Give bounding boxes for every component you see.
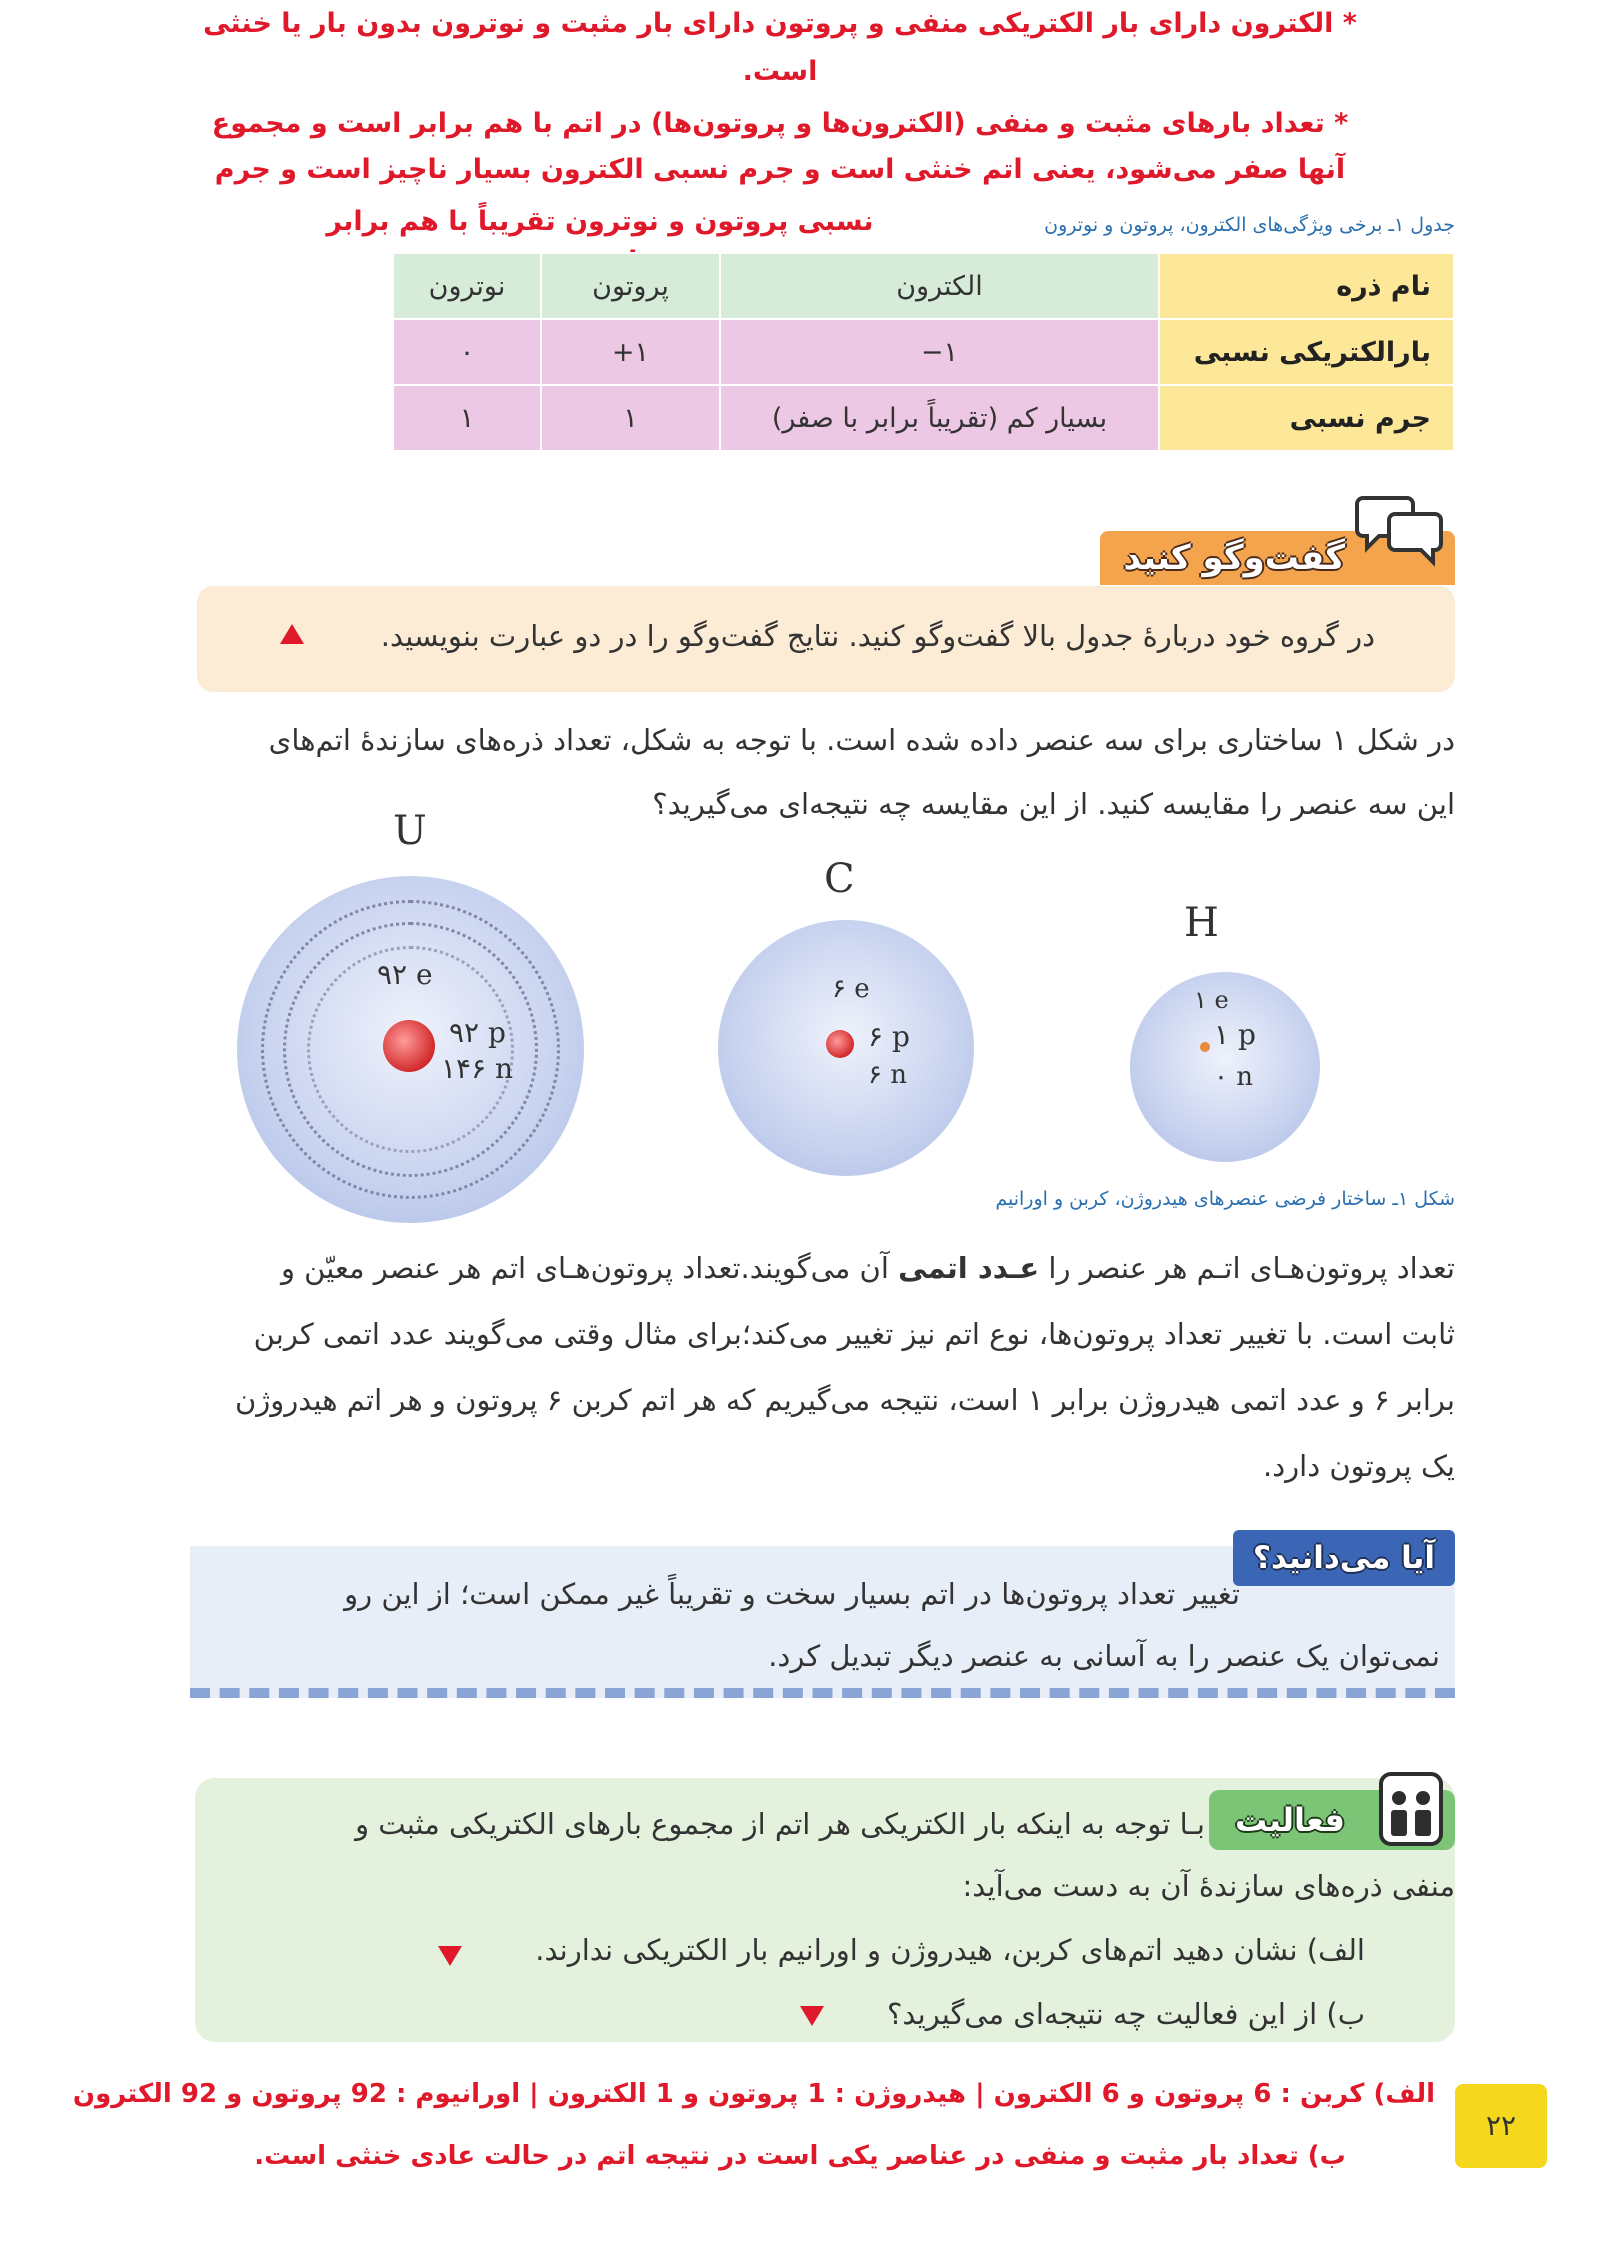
note-line-1: * الکترون دارای بار الکتریکی منفی و پروتون دارای بار مثبت و نوترون بدون بار یا خنثی — [203, 8, 1357, 39]
carbon-symbol: C — [824, 856, 855, 902]
answer-marker-icon[interactable] — [438, 1946, 462, 1966]
table-cell: بسیار کم (تقریباً برابر با صفر) — [720, 385, 1159, 451]
atomic-number-text: آن می‌گویند.تعداد پروتون‌هـای اتم هر عنصر معیّن و — [280, 1251, 899, 1285]
table-header-cell: پروتون — [541, 253, 720, 319]
uranium-neutron-count: ۱۴۶ n — [441, 1052, 514, 1085]
speech-bubbles-icon — [1355, 490, 1445, 570]
atomic-number-line-3: برابر ۶ و عدد اتمی هیدروژن برابر ۱ است، نتیجه می‌گیریم که هر اتم کربن ۶ پروتون و هر اتم هیدروژن — [234, 1383, 1455, 1417]
note-line-3: * تعداد بارهای مثبت و منفی (الکترون‌ها و پروتون‌ها) در اتم با هم برابر است و مجموع — [211, 108, 1349, 139]
intro-line-1: در شکل ۱ ساختاری برای سه عنصر داده شده است. با توجه به شکل، تعداد ذره‌های سازندهٔ اتم‌های — [268, 723, 1455, 757]
table-cell: ۱ — [541, 385, 720, 451]
table-caption: جدول ۱ـ برخی ویژگی‌های الکترون، پروتون و نوترون — [1044, 214, 1455, 236]
particle-properties-table — [392, 252, 1455, 452]
atomic-number-line-1 — [185, 1240, 1455, 1296]
note-line-2: است. — [742, 56, 818, 87]
hydrogen-neutron-count: ۰ n — [1214, 1062, 1253, 1092]
answer-b: ب) تعداد بار مثبت و منفی در عناصر یکی است در نتیجه اتم در حالت عادی خنثی است. — [254, 2141, 1346, 2171]
answer-marker-icon[interactable] — [280, 624, 304, 644]
answer-a: الف) کربن : 6 پروتون و 6 الکترون | هیدروژن : 1 پروتون و 1 الکترون | اورانیوم : 92 پروتون و 92 الکترون — [72, 2079, 1435, 2109]
uranium-atom — [237, 876, 584, 1223]
note-line-5: نسبی پروتون و نوترون تقریباً با هم برابر — [326, 206, 874, 237]
hydrogen-symbol: H — [1184, 900, 1219, 946]
activity-line-1: بـا توجه به اینکه بار الکتریکی هر اتم از مجموع بارهای الکتریکی مثبت و — [355, 1807, 1205, 1841]
carbon-atom — [718, 920, 974, 1176]
discussion-text: در گروه خود دربارهٔ جدول بالا گفت‌وگو کنید. نتایج گفت‌وگو را در دو عبارت بنویسید. — [380, 619, 1375, 653]
carbon-proton-count: ۶ p — [868, 1020, 910, 1053]
carbon-nucleus — [826, 1030, 854, 1058]
people-icon — [1375, 1768, 1447, 1850]
table-cell: ۰ — [393, 319, 541, 385]
activity-line-2: منفی ذره‌های سازندهٔ آن به دست می‌آید: — [962, 1869, 1455, 1903]
atomic-number-line-2: ثابت است. با تغییر تعداد پروتون‌ها، نوع اتم نیز تغییر می‌کند؛برای مثال وقتی می‌گویند عدد اتمی کربن — [253, 1317, 1455, 1351]
hydrogen-electron-count: ۱ e — [1194, 986, 1229, 1014]
did-you-know-line-2: نمی‌توان یک عنصر را به آسانی به عنصر دیگر تبدیل کرد. — [768, 1639, 1440, 1673]
uranium-symbol: U — [393, 808, 427, 854]
hydrogen-proton-count: ۱ p — [1214, 1018, 1256, 1051]
page-number: ۲۲ — [1455, 2084, 1547, 2168]
uranium-electron-count: ۹۲ e — [377, 958, 433, 991]
discussion-title: گفت‌وگو کنید — [1100, 531, 1455, 585]
did-you-know-line-1: تغییر تعداد پروتون‌ها در اتم بسیار سخت و تقریباً غیر ممکن است؛ از این رو — [344, 1577, 1240, 1611]
activity-item-a: الف) نشان دهید اتم‌های کربن، هیدروژن و اورانیم بار الکتریکی ندارند. — [535, 1933, 1365, 1967]
hydrogen-nucleus — [1200, 1042, 1210, 1052]
table-header-cell: نام ذره — [1159, 253, 1454, 319]
table-header-row — [393, 253, 1454, 319]
carbon-electron-count: ۶ e — [832, 974, 870, 1004]
figure-caption: شکل ۱ـ ساختار فرضی عنصرهای هیدروژن، کربن و اورانیم — [995, 1188, 1455, 1210]
answer-marker-icon[interactable] — [800, 2006, 824, 2026]
note-line-4: آنها صفر می‌شود، یعنی اتم خنثی است و جرم نسبی الکترون بسیار ناچیز است و جرم — [214, 154, 1346, 185]
activity-title: فعالیت — [1209, 1790, 1455, 1850]
uranium-nucleus — [383, 1020, 435, 1072]
atomic-number-text: تعداد پروتون‌هـای اتـم هر عنصر را — [1039, 1251, 1455, 1285]
table-header-cell: نوترون — [393, 253, 541, 319]
intro-line-2: این سه عنصر را مقایسه کنید. از این مقایسه چه نتیجه‌ای می‌گیرید؟ — [652, 787, 1455, 821]
table-cell: ۱− — [720, 319, 1159, 385]
table-cell: ۱+ — [541, 319, 720, 385]
activity-item-b: ب) از این فعالیت چه نتیجه‌ای می‌گیرید؟ — [887, 1997, 1365, 2031]
table-header-cell: الکترون — [720, 253, 1159, 319]
table-cell: بارالکتریکی نسبی — [1159, 319, 1454, 385]
atomic-number-term: عـدد اتمی — [898, 1251, 1040, 1285]
table-cell: ۱ — [393, 385, 541, 451]
table-row — [393, 385, 1454, 451]
table-row — [393, 319, 1454, 385]
table-cell: جرم نسبی — [1159, 385, 1454, 451]
hydrogen-atom — [1130, 972, 1320, 1162]
did-you-know-title: آیا می‌دانید؟ — [1233, 1530, 1455, 1586]
atomic-number-line-4: یک پروتون دارد. — [1263, 1449, 1455, 1483]
uranium-proton-count: ۹۲ p — [449, 1016, 506, 1049]
carbon-neutron-count: ۶ n — [868, 1060, 907, 1090]
